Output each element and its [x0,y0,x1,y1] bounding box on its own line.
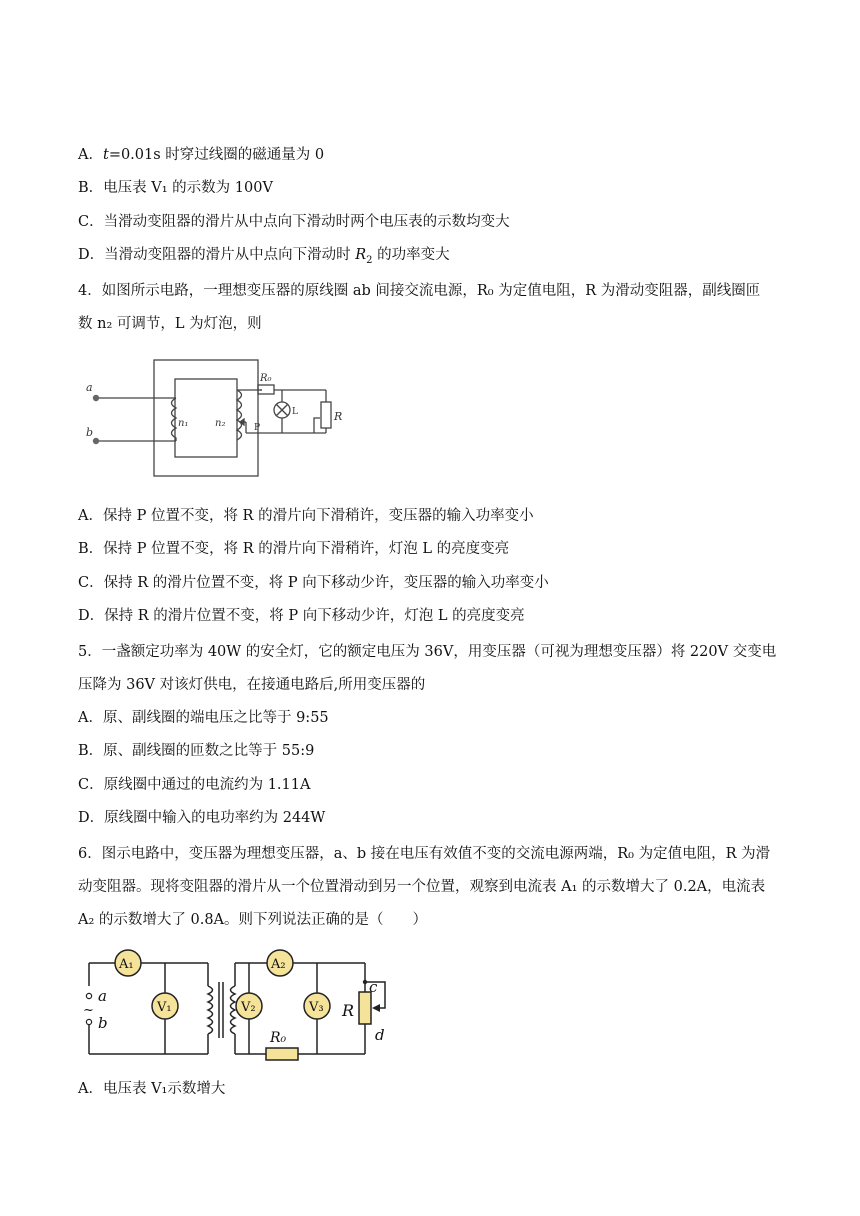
q3-option-c: C．当滑动变阻器的滑片从中点向下滑动时两个电压表的示数均变大 [78,214,510,230]
label-r0: R₀ [270,1030,287,1046]
terminal-a [86,993,91,998]
q3-option-a [78,145,324,165]
option-text: 的功率变大 [372,247,450,263]
q4-transformer-diagram [82,358,364,482]
label-v2: V₂ [241,1000,256,1015]
q4-option-c: C．保持 R 的滑片位置不变，将 P 向下移动少许，变压器的输入功率变小 [78,575,549,591]
label-a: a [86,381,93,394]
q3-option-d [78,245,450,271]
label-ac: ~ [83,1003,94,1018]
q5-option-b: B．原、副线圈的匝数之比等于 55:9 [78,743,315,759]
q3-option-b: B．电压表 V₁ 的示数为 100V [78,180,273,196]
q6-stem-line1: 6．图示电路中，变压器为理想变压器，a、b 接在电压有效值不变的交流电源两端，R₀ 为定值电阻，R 为滑 [78,846,771,862]
label-b: b [98,1014,108,1032]
label-p: P [254,423,261,433]
option-text: =0.01s 时穿过线圈的磁通量为 0 [108,147,325,163]
terminal-b [93,438,99,444]
q5-option-c: C．原线圈中通过的电流约为 1.11A [78,777,311,793]
label-n2: n₂ [215,418,226,429]
q6-stem-line3: A₂ 的示数增大了 0.8A。则下列说法正确的是（ ） [78,912,428,928]
label-a2: A₂ [271,957,286,972]
label-a1: A₁ [119,957,134,972]
terminal-a [93,395,99,401]
label-r0: R₀ [260,373,272,384]
label-v1: V₁ [157,1000,172,1015]
q4-option-d: D．保持 R 的滑片位置不变，将 P 向下移动少许，灯泡 L 的亮度变亮 [78,608,525,624]
label-d: d [375,1026,385,1044]
q4-option-a: A．保持 P 位置不变，将 R 的滑片向下滑稍许，变压器的输入功率变小 [78,508,534,524]
q5-stem-line2: 压降为 36V 对该灯供电，在接通电路后,所用变压器的 [78,677,426,693]
label-a: a [98,987,107,1005]
q6-circuit-diagram [80,946,392,1062]
label-b: b [86,426,94,439]
q4-option-b: B．保持 P 位置不变，将 R 的滑片向下滑稍许，灯泡 L 的亮度变亮 [78,541,510,557]
q5-option-a: A．原、副线圈的端电压之比等于 9:55 [78,710,329,726]
q4-stem-line1: 4．如图所示电路，一理想变压器的原线圈 ab 间接交流电源，R₀ 为定值电阻，R 为滑动变阻器，副线圈匝 [78,283,761,299]
variable-t: t [102,147,109,163]
q5-option-d: D．原线圈中输入的电功率约为 244W [78,810,326,826]
label-c: c [369,978,378,996]
option-prefix: D．当滑动变阻器的滑片从中点向下滑动时 [78,247,356,263]
label-v3: V₃ [309,1000,324,1015]
label-n1: n₁ [178,418,189,429]
label-r: R [334,410,343,423]
q6-stem-line2: 动变阻器。现将变阻器的滑片从一个位置滑动到另一个位置，观察到电流表 A₁ 的示数增大了 0.2A，电流表 [78,879,766,895]
variable-r: R [355,247,367,263]
q4-stem-line2: 数 n₂ 可调节，L 为灯泡，则 [78,316,262,332]
label-l: L [292,407,298,417]
option-prefix: A． [78,147,103,163]
subscript: 2 [366,254,373,266]
terminal-b [86,1019,91,1024]
label-r: R [342,1001,355,1020]
q5-stem-line1: 5．一盏额定功率为 40W 的安全灯，它的额定电压为 36V，用变压器（可视为理想变压器）将 220V 交变电 [78,644,777,660]
q6-option-a: A．电压表 V₁示数增大 [78,1081,226,1097]
